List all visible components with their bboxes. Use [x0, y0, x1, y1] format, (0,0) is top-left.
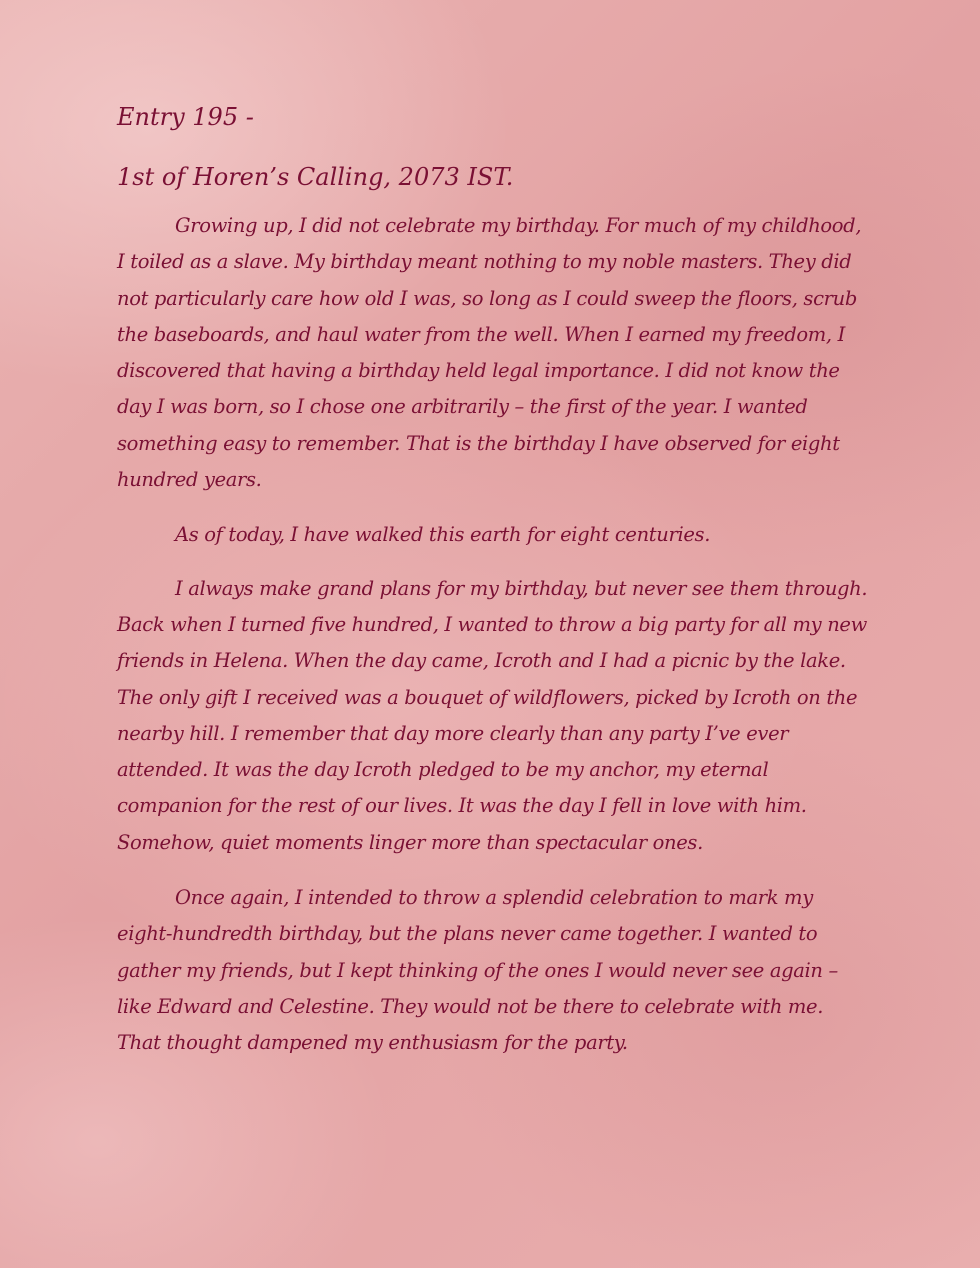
paragraph-five-hundredth-birthday: I always make grand plans for my birthday, but never see them through. Back when I turned five hundred, I wanted to throw a big party for all my new friends in Helena. When the day came, Icroth and I had a picnic by the lake. The only gift I received was a bouquet of wildflowers, picked by Icroth on the nearby hill. I remember that day more clearly than any party I’ve ever attended. It was the day Icroth pledged to be my anchor, my eternal companion for the rest of our lives. It was the day I fell in love with him. Somehow, quiet moments linger more than spectacular ones.	[117, 576, 868, 854]
paragraph-eight-centuries: As of today, I have walked this earth for eight centuries.	[175, 523, 711, 547]
paragraph-eight-hundredth-birthday: Once again, I intended to throw a splendid celebration to mark my eight-hundredth birthday, but the plans never came together. I wanted to gather my friends, but I kept thinking of the ones I would never see again – like Edward and Celestine. They would not be there to celebrate with me. That thought dampened my enthusiasm for the party.	[117, 886, 838, 1055]
entry-date: 1st of Horen’s Calling, 2073 IST.	[117, 163, 514, 191]
paragraph-childhood: Growing up, I did not celebrate my birthday. For much of my childhood, I toiled as a slave. My birthday meant nothing to my noble masters. They did not particularly care how old I was, so long as I could sweep the floors, scrub the baseboards, and haul water from the well. When I earned my freedom, I discovered that having a birthday held legal importance. I did not know the day I was born, so I chose one arbitrarily – the first of the year. I wanted something easy to remember. That is the birthday I have observed for eight hundred years.	[117, 214, 862, 492]
entry-title: Entry 195 -	[117, 103, 254, 131]
journal-entry	[117, 96, 869, 1081]
